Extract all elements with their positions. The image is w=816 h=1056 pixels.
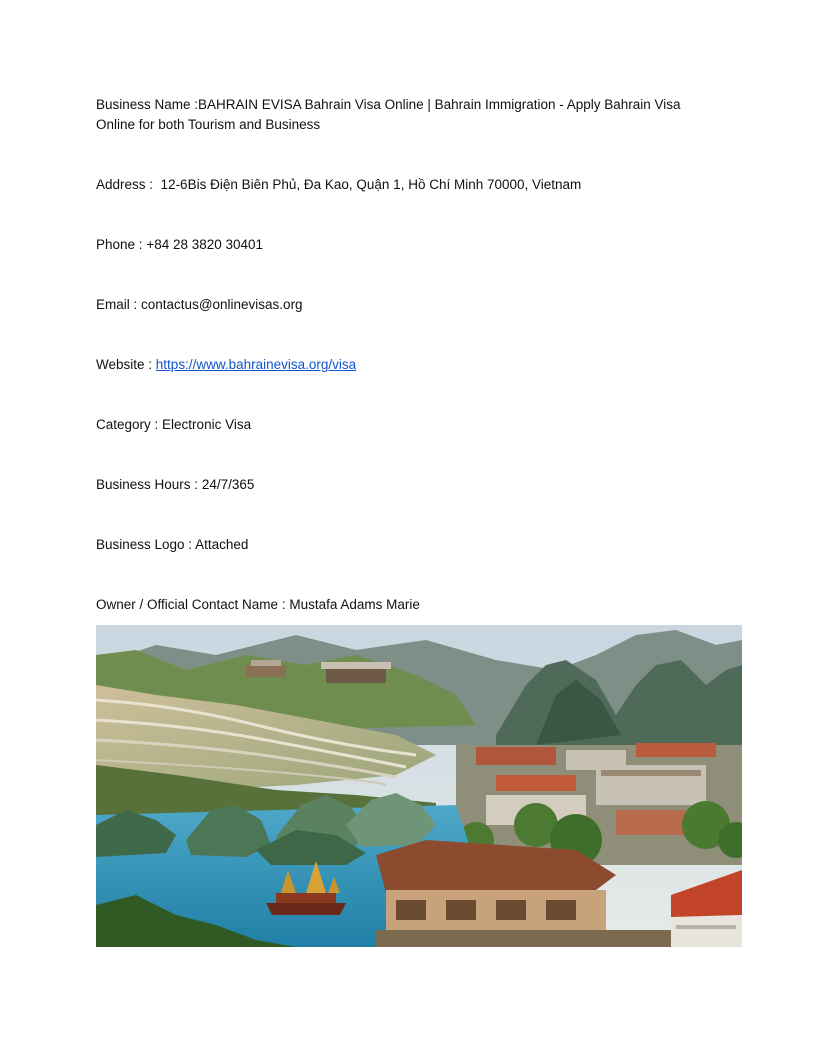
phone-line <box>96 235 720 255</box>
website-link[interactable]: https://www.bahrainevisa.org/visa <box>155 357 357 372</box>
business-name-line <box>96 95 720 135</box>
website-line <box>96 355 720 375</box>
email-value: contactus@onlinevisas.org <box>141 297 303 312</box>
hours-line <box>96 475 720 495</box>
logo-label: Business Logo : <box>96 537 193 552</box>
phone-label: Phone : <box>96 237 143 252</box>
phone-value: +84 28 3820 30401 <box>146 237 264 252</box>
email-label: Email : <box>96 297 138 312</box>
hours-label: Business Hours : <box>96 477 199 492</box>
vietnam-landscape-photo <box>96 625 742 947</box>
address-value: 12-6Bis Điện Biên Phủ, Đa Kao, Quận 1, Hồ Chí Minh 70000, Vietnam <box>160 177 582 192</box>
category-line <box>96 415 720 435</box>
business-name-label: Business Name : <box>96 97 199 112</box>
address-line <box>96 175 720 195</box>
logo-value: Attached <box>195 537 249 552</box>
email-line <box>96 295 720 315</box>
business-name-value: BAHRAIN EVISA Bahrain Visa Online | Bahrain Immigration - Apply Bahrain Visa Online for both Tourism and Business <box>96 97 681 132</box>
hours-value: 24/7/365 <box>201 477 255 492</box>
category-label: Category : <box>96 417 159 432</box>
logo-line <box>96 535 720 555</box>
category-value: Electronic Visa <box>162 417 252 432</box>
owner-label: Owner / Official Contact Name : <box>96 597 286 612</box>
website-label: Website : <box>96 357 153 372</box>
owner-line <box>96 595 720 615</box>
landscape-collage-image <box>96 625 742 947</box>
owner-value: Mustafa Adams Marie <box>289 597 420 612</box>
address-label: Address : <box>96 177 154 192</box>
